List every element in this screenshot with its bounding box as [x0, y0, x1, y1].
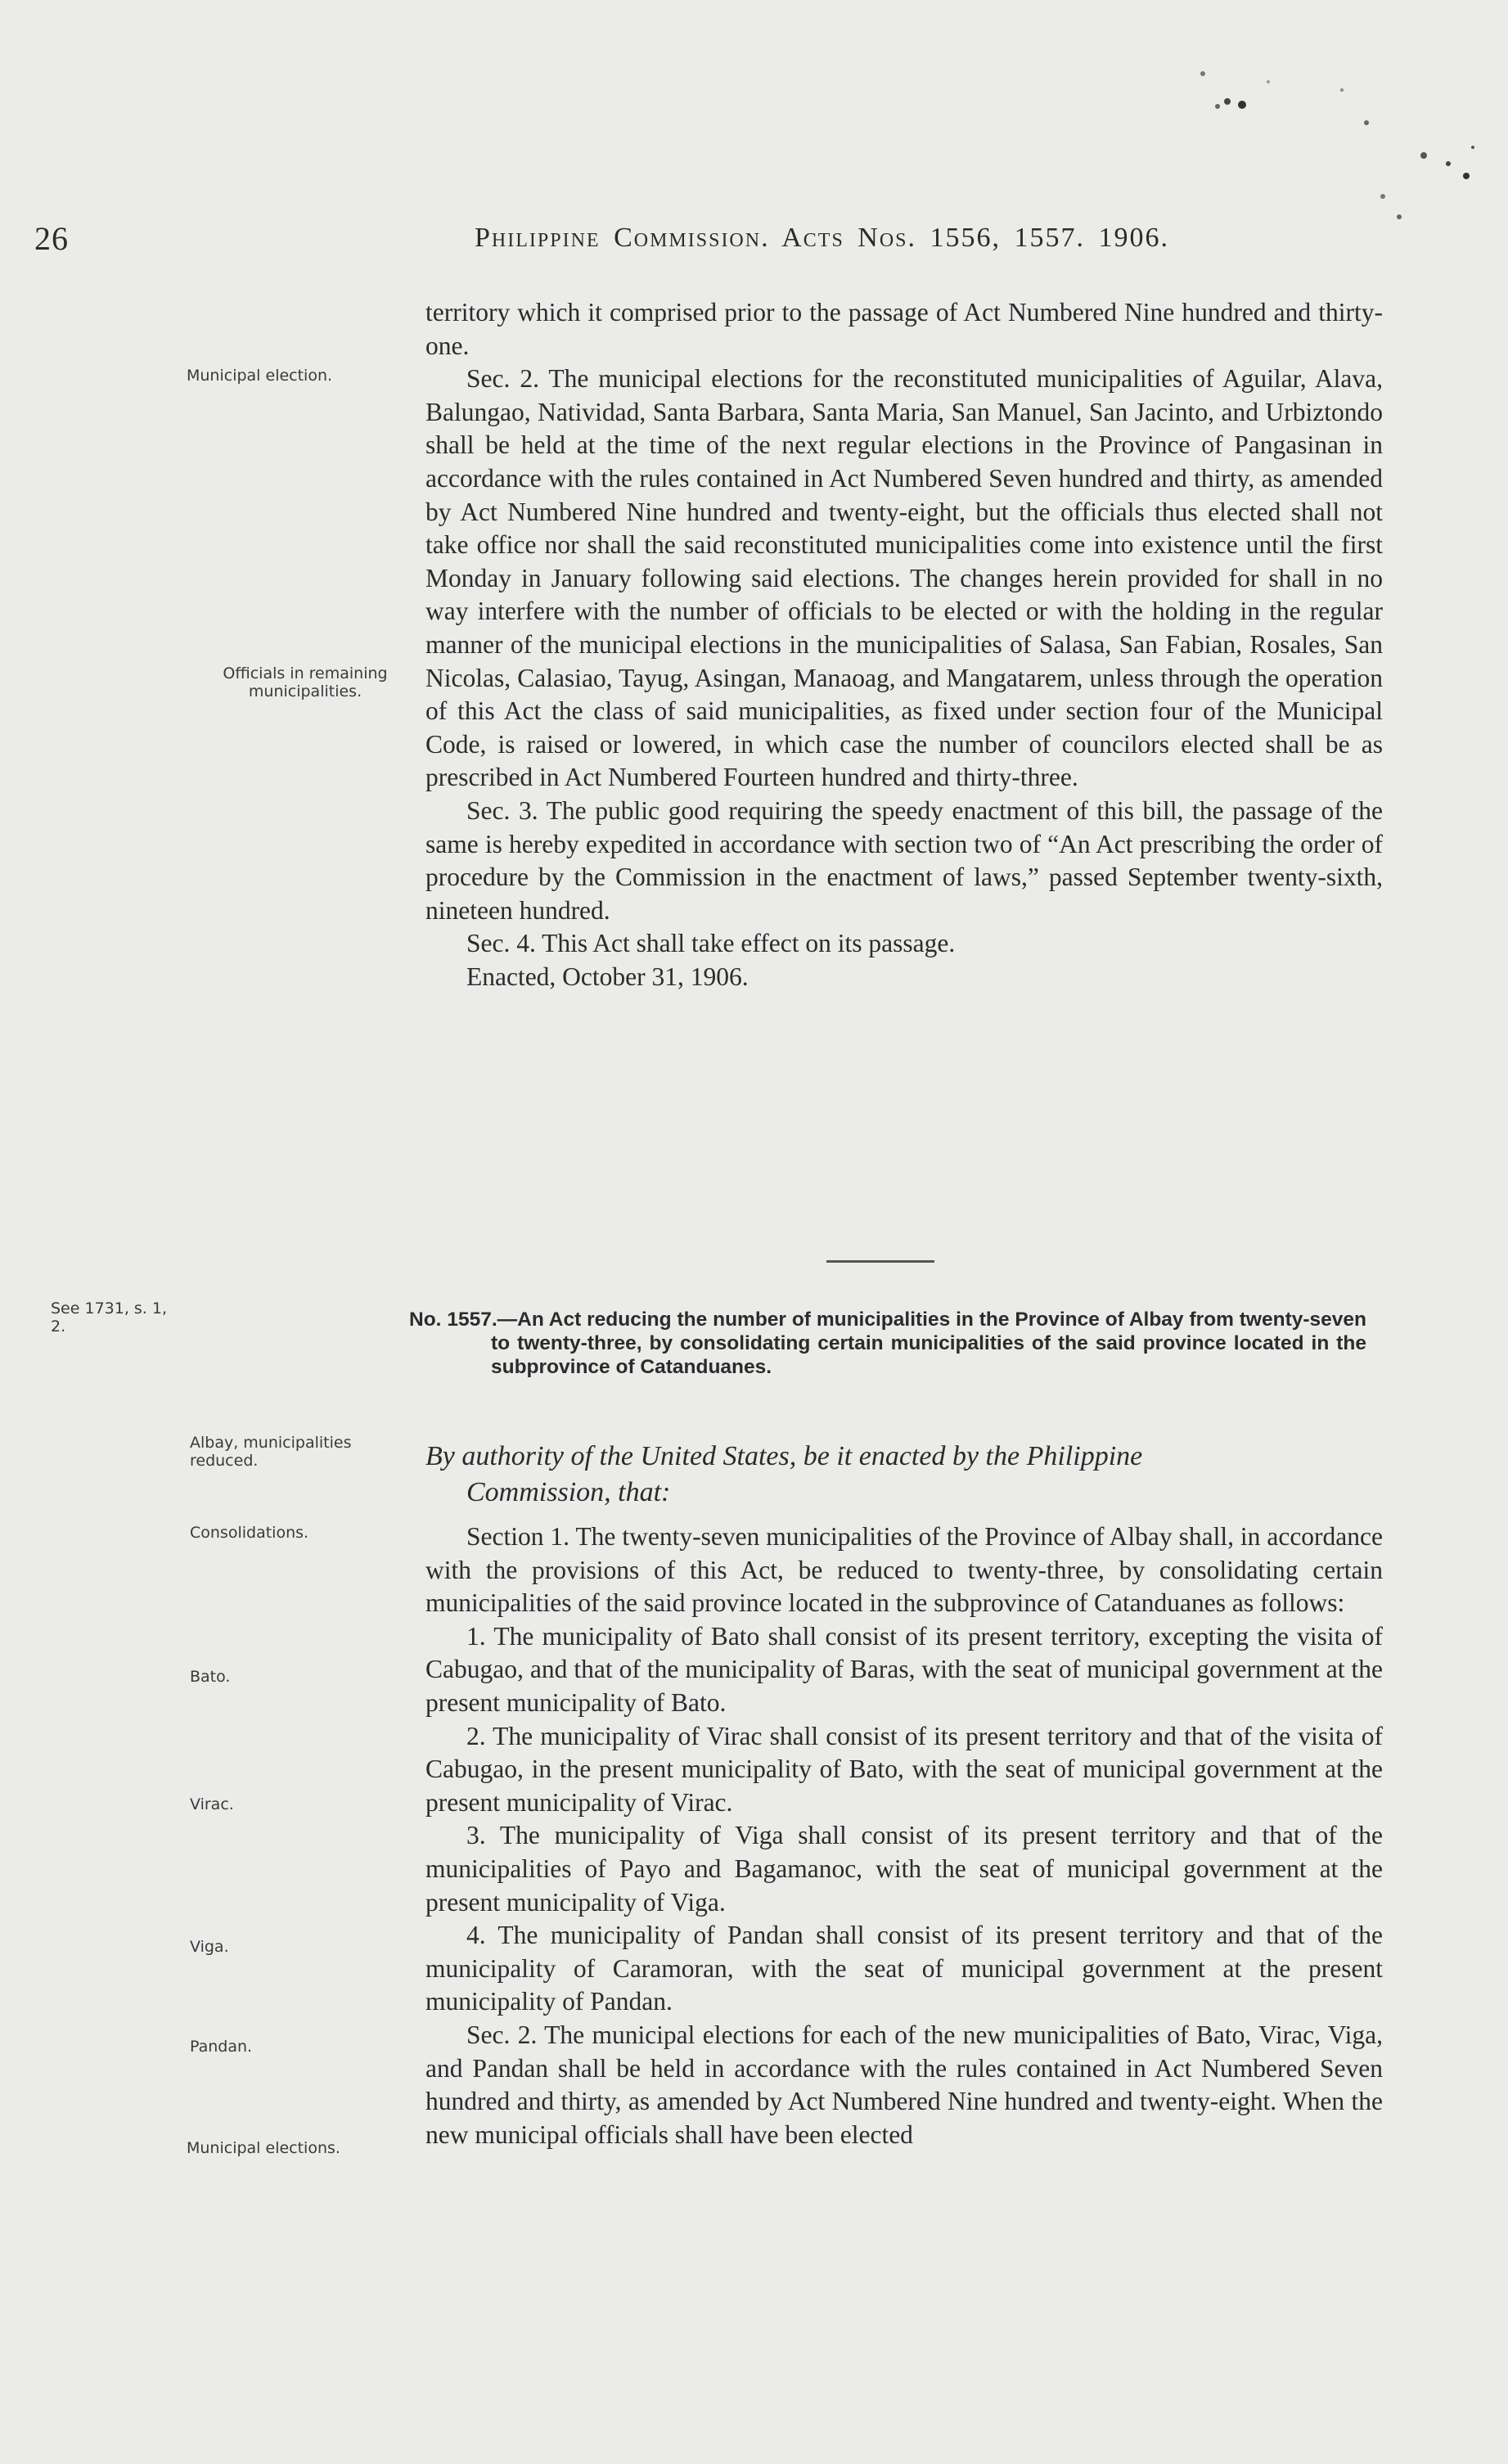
margin-note-municipal-elections: Municipal elections. [187, 2139, 340, 2157]
margin-note-consolidations: Consolidations. [190, 1524, 309, 1542]
act-1557-section-1: Section 1. The twenty-seven municipalities of the Province of Albay shall, in accordance with the provisions of this Act, be reduced to twenty-three, by consolidating certain municipalities of the said province located in the subprovince of Catanduanes as follows: [425, 1522, 1383, 1618]
margin-note-bato: Bato. [190, 1668, 231, 1686]
enacting-clause [425, 1439, 1383, 1511]
margin-note-virac: Virac. [190, 1795, 234, 1813]
act-1557-item-4: 4. The municipality of Pandan shall consist of its present territory and that of the municipality of Caramoran, with the seat of municipal government at the present municipality of Pandan. [425, 1921, 1383, 2016]
scan-specks-decoration [1178, 33, 1489, 229]
margin-note-pandan: Pandan. [190, 2038, 253, 2056]
act-1557-title [409, 1308, 1366, 1379]
margin-note-municipal-election: Municipal election. [187, 367, 333, 385]
act-1556-section-2: Sec. 2. The municipal elections for the reconstituted municipalities of Aguilar, Alava, Balungao, Natividad, Santa Barbara, Santa Maria, San Manuel, San Jacinto, and Urbiztondo shall be held at the time of the next regular elections in the Province of Pangasinan in accordance with the rules contained in Act Numbered Seven hundred and thirty, as amended by Act Numbered Nine hundred and twenty-eight, but the officials thus elected shall not take office nor shall the said reconstituted municipalities come into existence until the first Monday in January following said elections. The changes herein provided for shall in no way interfere with the number of officials to be elected or with the holding in the regular manner of the municipal elections in the municipalities of Salasa, San Fabian, Rosales, San Nicolas, Calasiao, Tayug, Asingan, Manaoag, and Mangatarem, unless through the operation of this Act the class of said municipalities, as fixed under section four of the Municipal Code, is raised or lowered, in which case the number of councilors elected shall be as prescribed in Act Numbered Fourteen hundred and thirty-three. [425, 364, 1383, 792]
act-1557-text [425, 1520, 1383, 2151]
act-1557-item-3: 3. The municipality of Viga shall consist of its present territory and that of the municipalities of Payo and Bagamanoc, with the seat of municipal government at the present municipality of Viga. [425, 1821, 1383, 1917]
act-1556-section-3: Sec. 3. The public good requiring the speedy enactment of this bill, the passage of the same is hereby expedited in accordance with section two of “An Act prescribing the order of procedure by the Commission in the enactment of laws,” passed September twenty-sixth, nineteen hundred. [425, 795, 1383, 925]
act-1557-title-text: No. 1557.—An Act reducing the number of municipalities in the Province of Albay from twenty-seven to twenty-three, by consolidating certain municipalities of the said province located in the subprovince of Catanduanes. [409, 1309, 1366, 1378]
section-divider-rule [826, 1260, 934, 1263]
act-1557-item-2: 2. The municipality of Virac shall consist of its present territory and that of the visita of Cabugao, in the present municipality of Bato, with the seat of municipal government at the present municipality of Virac. [425, 1721, 1383, 1817]
act-1556-text [425, 296, 1383, 993]
act-1557-section-2: Sec. 2. The municipal elections for each of the new municipalities of Bato, Virac, Viga, and Pandan shall be held in accordance with the rules contained in Act Numbered Seven hundred and thirty, as amended by Act Numbered Nine hundred and twenty-eight. When the new municipal officials shall have been elected [425, 2020, 1383, 2149]
page-number: 26 [34, 220, 69, 257]
act-1556-continuation: territory which it comprised prior to the passage of Act Numbered Nine hundred and thirty-one. [425, 298, 1383, 360]
act-1556-enacted-date: Enacted, October 31, 1906. [466, 962, 749, 991]
margin-note-officials-remaining: Officials in remaining municipalities. [223, 664, 388, 700]
enacting-clause-line-2: Commission, that: [466, 1477, 671, 1507]
margin-note-albay-reduced: Albay, municipalities reduced. [190, 1434, 352, 1470]
act-1557-item-1: 1. The municipality of Bato shall consist of its present territory, excepting the visita of Cabugao, and that of the municipality of Baras, with the seat of municipal government at the present municipality of Bato. [425, 1621, 1383, 1717]
running-head: Philippine Commission. Acts Nos. 1556, 1557. 1906. [475, 223, 1170, 253]
act-1556-section-4: Sec. 4. This Act shall take effect on its passage. [466, 929, 956, 958]
margin-note-see-act: See 1731, s. 1, 2. [51, 1300, 168, 1336]
enacting-clause-line-1: By authority of the United States, be it enacted by the Philippine [425, 1441, 1143, 1471]
margin-note-viga: Viga. [190, 1938, 229, 1956]
